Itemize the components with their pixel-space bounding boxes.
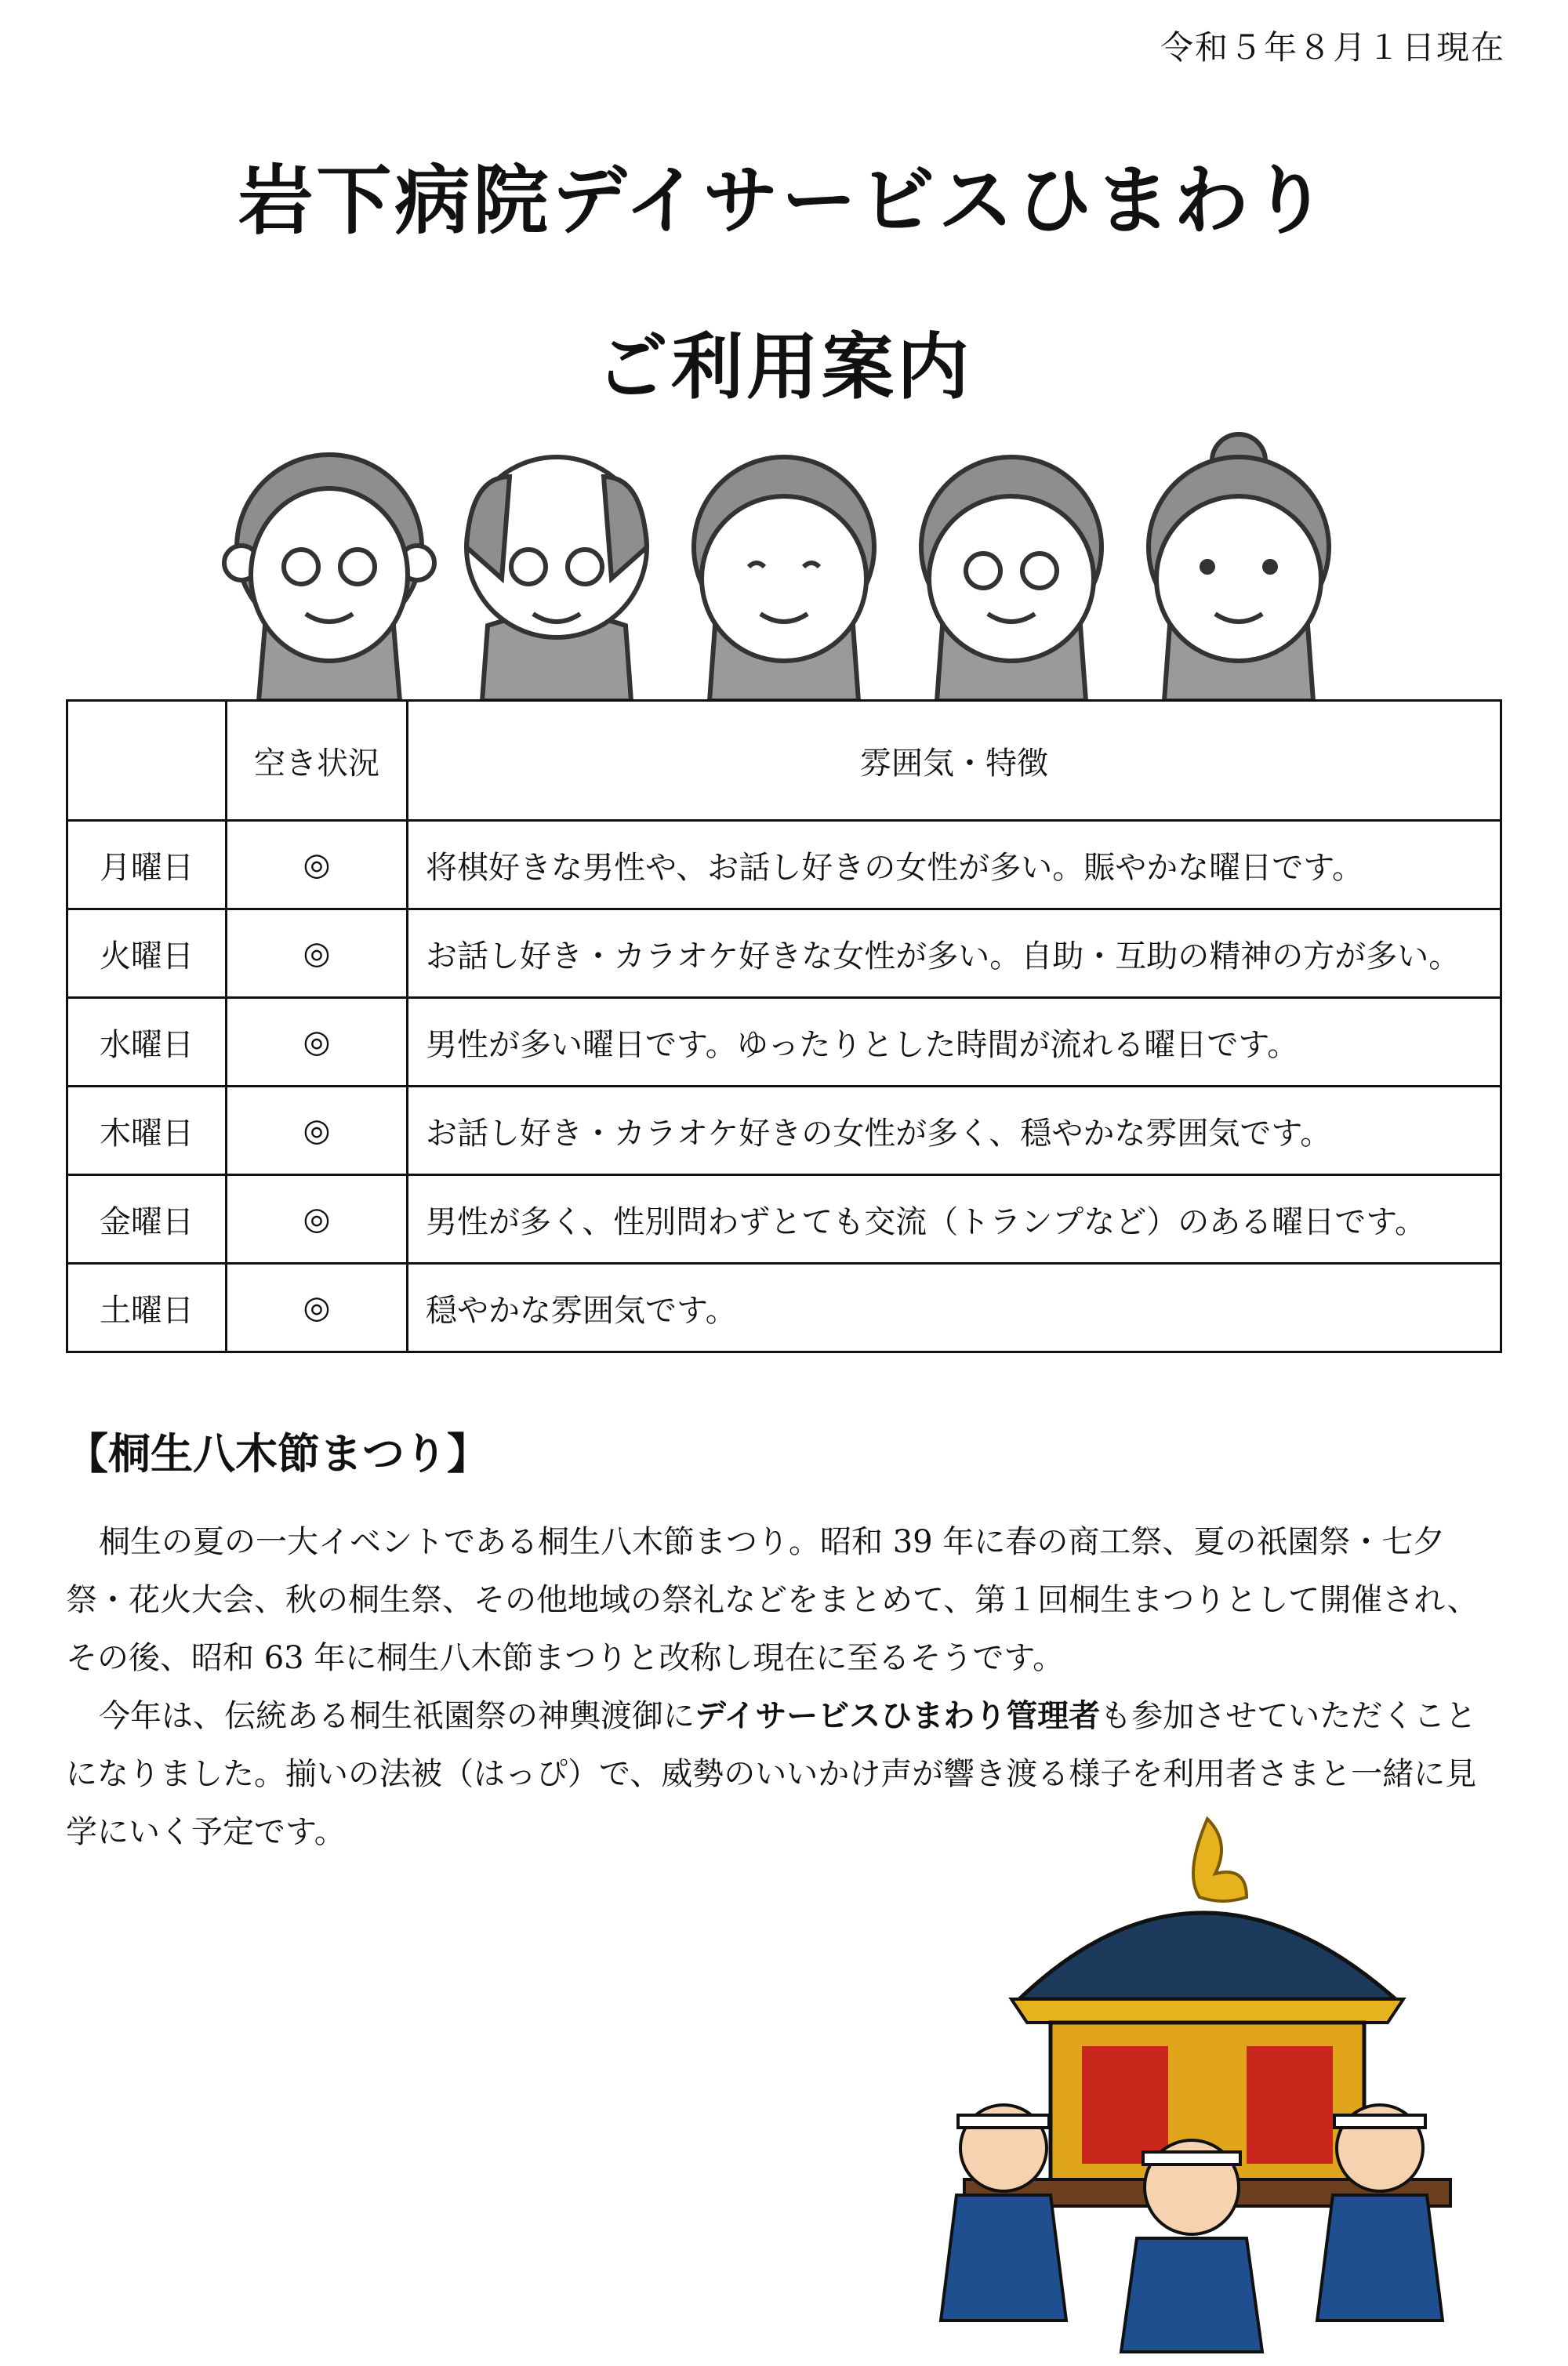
as-of-date: 令和５年８月１日現在: [1160, 28, 1505, 67]
page-title: 岩下病院デイサービスひまわり: [238, 157, 1330, 245]
note-cell: お話し好き・カラオケ好きな女性が多い。自助・互助の精神の方が多い。: [408, 909, 1501, 998]
table-row: [67, 1264, 1501, 1352]
note-cell: お話し好き・カラオケ好きの女性が多く、穏やかな雰囲気です。: [408, 1087, 1501, 1175]
elderly-people-icon: [212, 430, 1403, 701]
table-row: [67, 909, 1501, 998]
table-row: [67, 1087, 1501, 1175]
day-cell: 土曜日: [67, 1264, 227, 1352]
table-header: 雰囲気・特徴: [408, 701, 1501, 821]
day-cell: 火曜日: [67, 909, 227, 998]
table-header: 空き状況: [227, 701, 408, 821]
mikoshi-bearers-icon: [894, 1803, 1505, 2363]
day-cell: 月曜日: [67, 821, 227, 909]
note-cell: 男性が多い曜日です。ゆったりとした時間が流れる曜日です。: [408, 998, 1501, 1087]
availability-cell: ◎: [227, 909, 408, 998]
availability-cell: ◎: [227, 821, 408, 909]
table-row: [67, 821, 1501, 909]
day-cell: 金曜日: [67, 1175, 227, 1264]
paragraph-text: 今年は、伝統ある桐生祇園祭の神輿渡御に: [99, 1698, 695, 1734]
note-cell: 男性が多く、性別問わずとても交流（トランプなど）のある曜日です。: [408, 1175, 1501, 1264]
table-header-row: [67, 701, 1501, 821]
note-cell: 将棋好きな男性や、お話し好きの女性が多い。賑やかな曜日です。: [408, 821, 1501, 909]
availability-cell: ◎: [227, 1175, 408, 1264]
note-cell: 穏やかな雰囲気です。: [408, 1264, 1501, 1352]
page-subtitle: ご利用案内: [595, 325, 972, 409]
schedule-table: [66, 699, 1502, 1353]
day-cell: 水曜日: [67, 998, 227, 1087]
paragraph-text: も参加させていただくことになりました。揃いの法被（はっぴ）で、威勢のいいかけ声が響き渡る様子を利用者さまと一緒に見学にいく予定です。: [66, 1698, 1477, 1850]
table-row: [67, 1175, 1501, 1264]
festival-heading: 【桐生八木節まつり】: [66, 1429, 489, 1479]
availability-cell: ◎: [227, 1264, 408, 1352]
availability-cell: ◎: [227, 1087, 408, 1175]
day-cell: 木曜日: [67, 1087, 227, 1175]
table-row: [67, 998, 1501, 1087]
availability-cell: ◎: [227, 998, 408, 1087]
festival-paragraph-1: 桐生の夏の一大イベントである桐生八木節まつり。昭和 39 年に春の商工祭、夏の祇園祭・七夕祭・花火大会、秋の桐生祭、その他地域の祭礼などをまとめて、第１回桐生まつりとして開催され、その後、昭和 63 年に桐生八木節まつりと改称し現在に至るそうです。: [66, 1524, 1479, 1676]
highlight-text: デイサービスひまわり管理者: [695, 1698, 1101, 1734]
table-header: [67, 701, 227, 821]
